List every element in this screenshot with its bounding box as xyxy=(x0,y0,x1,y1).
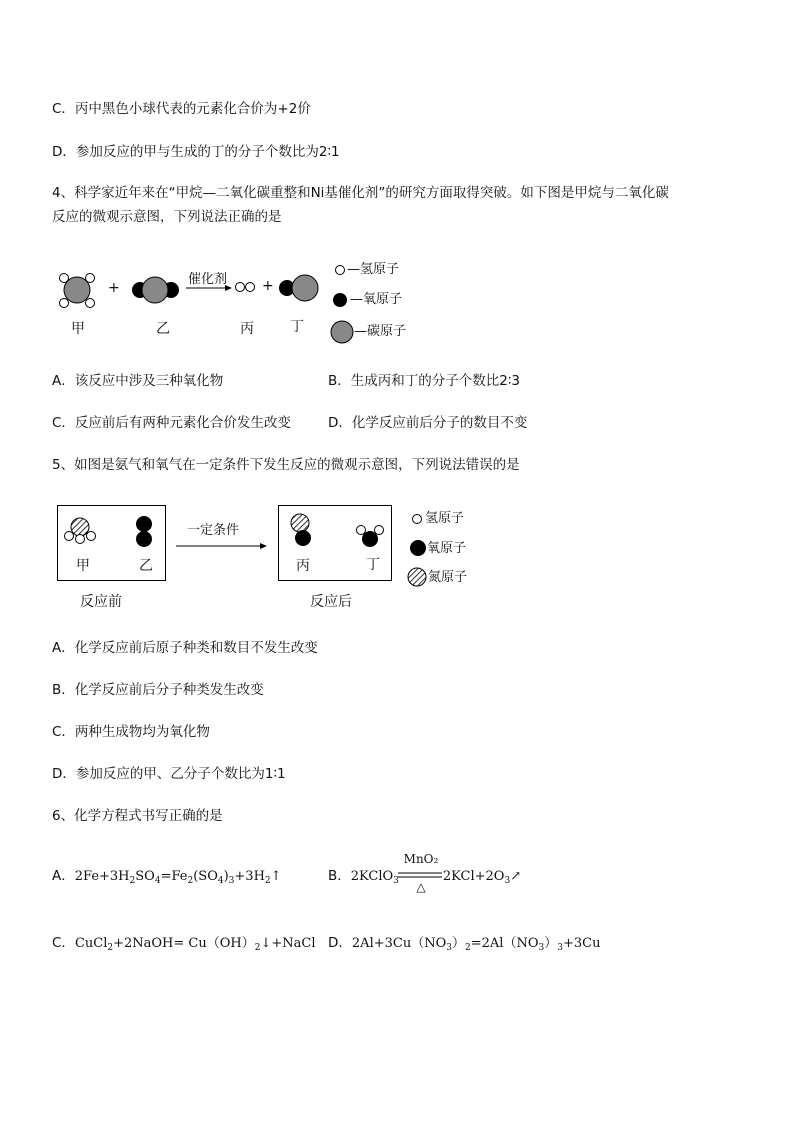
q5-before-label: 反应前 xyxy=(80,594,122,610)
q3-option-c: C．丙中黑色小球代表的元素化合价为+2价 xyxy=(52,101,311,117)
q6-option-b-prefix: B． xyxy=(328,868,351,884)
q6-equation-a: $2Fe+3H_2SO_4=Fe_2(SO_4)_3+3H_2↑$ xyxy=(74,869,282,886)
h2-molecule xyxy=(236,283,255,292)
q5-label-jia: 甲 xyxy=(76,558,90,574)
legend-oxygen-icon xyxy=(333,293,347,307)
q4-option-c: C．反应前后有两种元素化合价发生改变 xyxy=(52,415,291,431)
q5-option-c: C．两种生成物均为氧化物 xyxy=(52,724,210,740)
methane-molecule xyxy=(60,274,95,308)
q6-option-c-prefix: C． xyxy=(52,935,75,951)
q4-legend-carbon: —碳原子 xyxy=(354,324,407,339)
q4-option-d: D．化学反应前后分子的数目不变 xyxy=(328,415,528,431)
q6-stem: 6、化学方程式书写正确的是 xyxy=(52,808,223,824)
q6-equation-b-right: $2KCl+2O_3↗$ xyxy=(442,869,522,886)
co2-molecule xyxy=(132,277,179,303)
q6-equation-b-left: 2KClO$_3$ xyxy=(350,869,399,886)
q6-option-a-prefix: A． xyxy=(52,868,75,884)
q5-after-label: 反应后 xyxy=(310,594,352,610)
q6-option-c xyxy=(52,934,315,953)
no-molecule xyxy=(291,514,311,546)
q4-legend-hydrogen: —氢原子 xyxy=(347,262,400,277)
q4-label-ding: 丁 xyxy=(290,319,304,335)
q5-legend-nitrogen: 氮原子 xyxy=(428,570,468,585)
q4-stem-line1: 4、科学家近年来在“甲烷—二氧化碳重整和Ni基催化剂”的研究方面取得突破。如下图是甲烷与二氧化碳 xyxy=(52,185,669,201)
q4-label-bing: 丙 xyxy=(240,321,254,337)
q5-stem: 5、如图是氨气和氧气在一定条件下发生反应的微观示意图，下列说法错误的是 xyxy=(52,457,520,473)
q6-option-d-prefix: D． xyxy=(328,935,352,951)
q5-option-d: D．参加反应的甲、乙分子个数比为1∶1 xyxy=(52,766,286,782)
legend-oxygen-icon xyxy=(410,540,426,556)
co-molecule xyxy=(279,275,318,301)
q6-option-a xyxy=(52,867,282,886)
q6-equation-d: $2Al+3Cu(NO_3)_2=2Al(NO_3)_3+3Cu$ xyxy=(351,936,601,953)
legend-nitrogen-icon xyxy=(408,568,426,586)
o2-molecule xyxy=(136,516,152,547)
q6-b-heat: △ xyxy=(416,880,426,894)
q4-option-a: A．该反应中涉及三种氧化物 xyxy=(52,373,224,389)
q6-equation-c: CuCl$_2$+2NaOH= $Cu(OH)_2↓+NaCl$ xyxy=(74,936,316,953)
q5-condition-label: 一定条件 xyxy=(187,523,240,538)
ammonia-molecule xyxy=(65,518,96,544)
q5-label-yi: 乙 xyxy=(139,558,153,574)
h2o-molecule xyxy=(357,526,384,548)
q4-catalyst-label: 催化剂 xyxy=(188,272,228,287)
q6-option-d xyxy=(328,934,600,953)
q4-plus-1: + xyxy=(108,280,120,296)
q4-stem-line2: 反应的微观示意图，下列说法正确的是 xyxy=(52,209,282,225)
legend-hydrogen-icon xyxy=(413,515,422,524)
q4-legend-oxygen: —氧原子 xyxy=(350,292,403,307)
legend-hydrogen-icon xyxy=(336,266,345,275)
q4-plus-2: + xyxy=(262,278,274,294)
q5-option-a: A．化学反应前后原子种类和数目不发生改变 xyxy=(52,640,318,656)
q4-label-jia: 甲 xyxy=(71,321,85,337)
q5-legend-oxygen: 氧原子 xyxy=(427,541,467,556)
q5-legend-hydrogen: 氢原子 xyxy=(425,511,465,526)
q5-label-bing: 丙 xyxy=(296,558,310,574)
legend-carbon-icon xyxy=(331,321,353,343)
q6-b-catalyst: MnO₂ xyxy=(403,852,439,866)
q5-label-ding: 丁 xyxy=(366,557,380,573)
q5-reaction-diagram xyxy=(0,505,794,605)
q5-option-b: B．化学反应前后分子种类发生改变 xyxy=(52,682,264,698)
q4-label-yi: 乙 xyxy=(156,321,170,337)
q6-b-equals-sign xyxy=(398,872,442,880)
q4-option-b: B．生成丙和丁的分子个数比2∶3 xyxy=(328,373,520,389)
q3-option-d: D．参加反应的甲与生成的丁的分子个数比为2∶1 xyxy=(52,144,340,160)
